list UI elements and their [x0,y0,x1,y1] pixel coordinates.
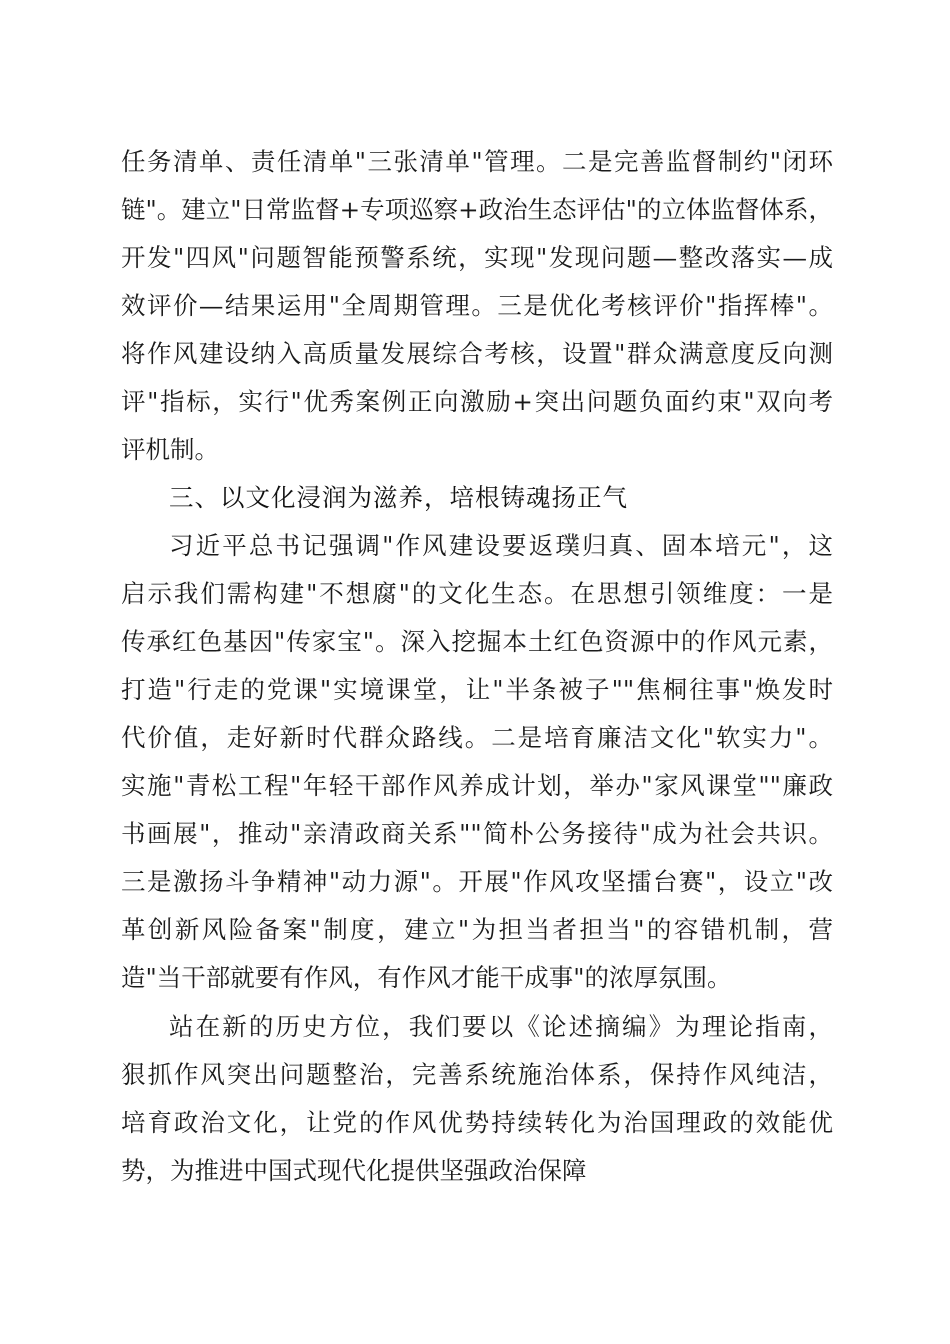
body-text-line: 实施"青松工程"年轻干部作风养成计划，举办"家风课堂""廉政 [121,771,833,800]
body-text-line: 三是激扬斗争精神"动力源"。开展"作风攻坚擂台赛"，设立"改 [121,867,833,896]
body-text-line: 开发"四风"问题智能预警系统，实现"发现问题—整改落实—成 [121,243,833,272]
section-heading: 三、以文化浸润为滋养，培根铸魂扬正气 [169,483,628,512]
body-text-line: 造"当干部就要有作风，有作风才能干成事"的浓厚氛围。 [121,963,732,992]
body-text-line: 习近平总书记强调"作风建设要返璞归真、固本培元"，这 [169,531,833,560]
body-text-line: 势，为推进中国式现代化提供坚强政治保障 [121,1156,587,1185]
body-text-line: 代价值，走好新时代群众路线。二是培育廉洁文化"软实力"。 [121,723,833,752]
body-text-line: 书画展"，推动"亲清政商关系""简朴公务接待"成为社会共识。 [121,819,833,848]
body-text-line: 启示我们需构建"不想腐"的文化生态。在思想引领维度：一是 [121,579,833,608]
body-text-line: 效评价—结果运用"全周期管理。三是优化考核评价"指挥棒"。 [121,291,833,320]
body-text-line: 打造"行走的党课"实境课堂，让"半条被子""焦桐往事"焕发时 [121,675,833,704]
body-text-line: 链"。建立"日常监督+专项巡察+政治生态评估"的立体监督体系， [121,195,833,224]
body-text-line: 评"指标，实行"优秀案例正向激励+突出问题负面约束"双向考 [121,387,833,416]
body-text-line: 狠抓作风突出问题整治，完善系统施治体系，保持作风纯洁， [121,1060,833,1089]
body-text-line: 革创新风险备案"制度，建立"为担当者担当"的容错机制，营 [121,915,833,944]
body-text-line: 将作风建设纳入高质量发展综合考核，设置"群众满意度反向测 [121,339,833,368]
body-text-line: 传承红色基因"传家宝"。深入挖掘本土红色资源中的作风元素， [121,627,833,656]
body-text-line: 站在新的历史方位，我们要以《论述摘编》为理论指南， [169,1012,833,1041]
body-text-line: 评机制。 [121,435,219,464]
body-text-line: 任务清单、责任清单"三张清单"管理。二是完善监督制约"闭环 [121,147,833,176]
body-text-line: 培育政治文化，让党的作风优势持续转化为治国理政的效能优 [121,1108,833,1137]
